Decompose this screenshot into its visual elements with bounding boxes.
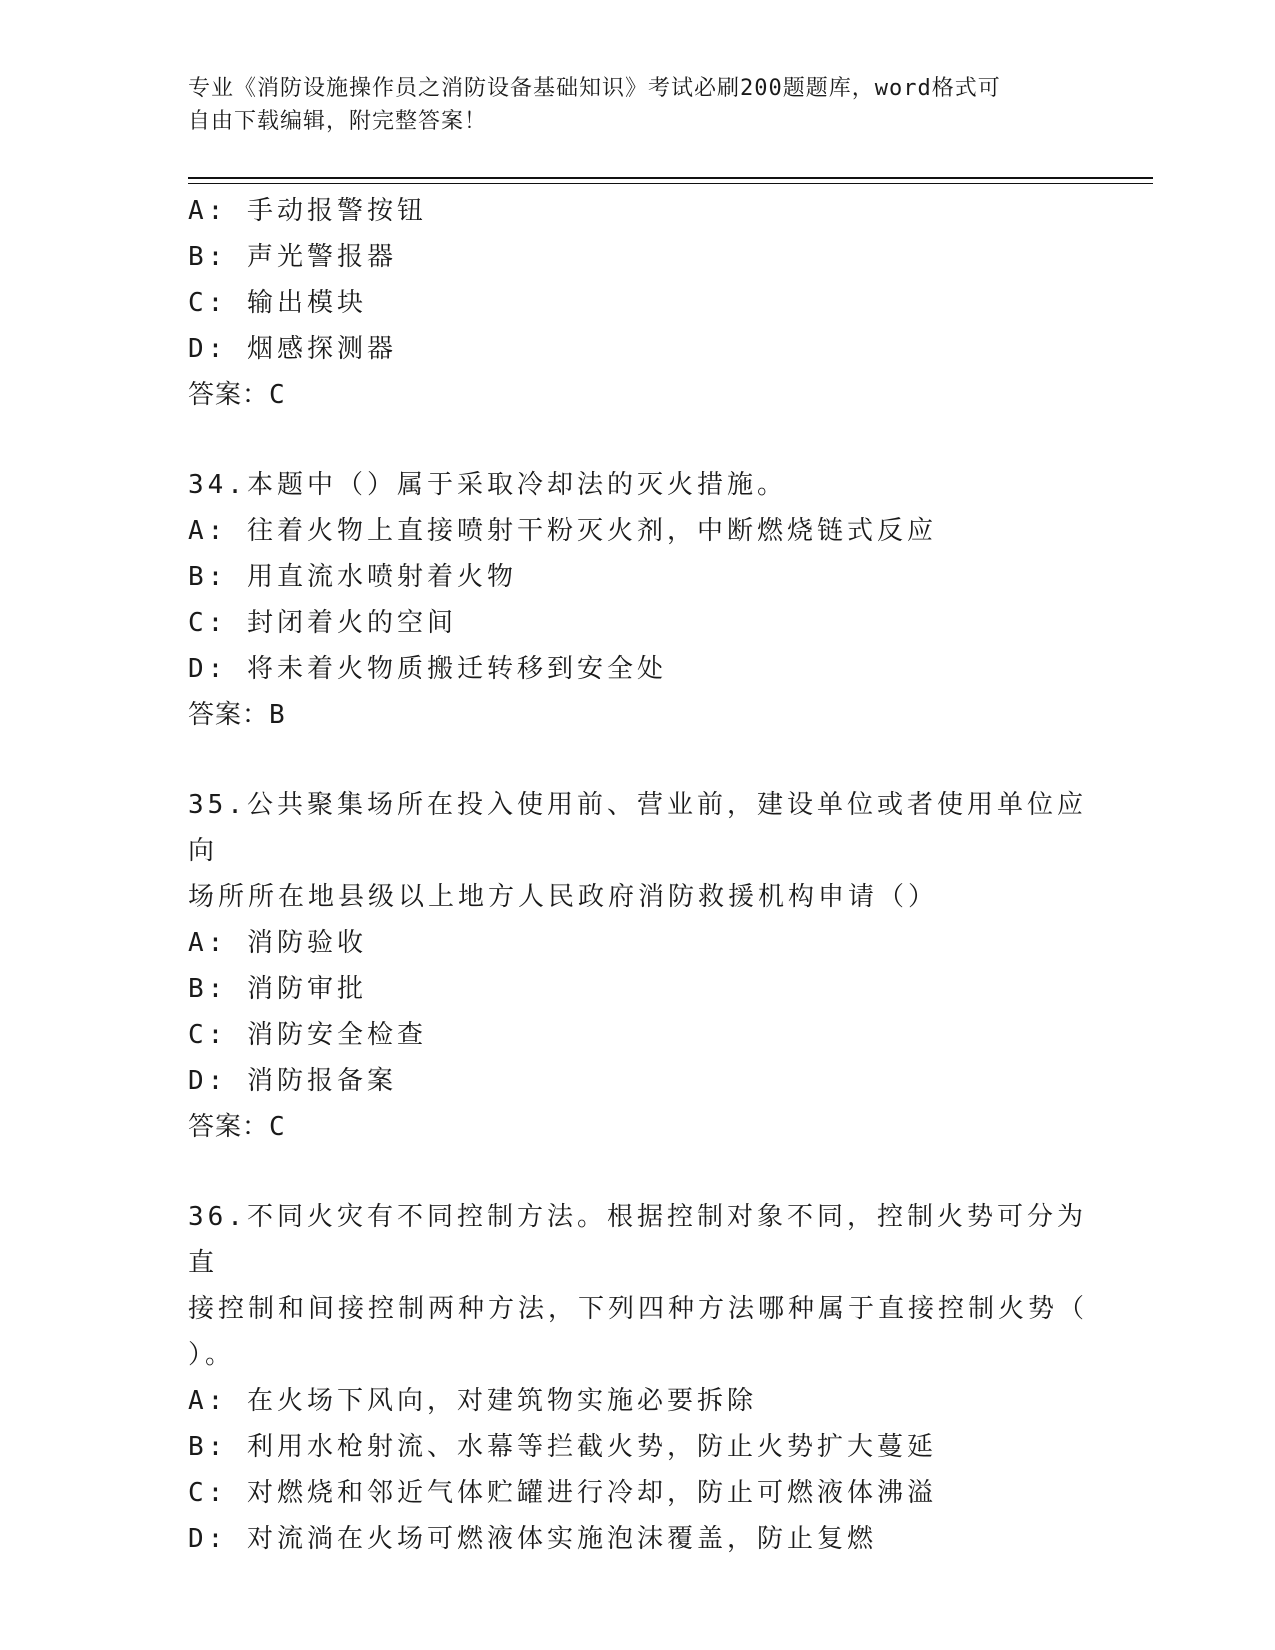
question-stem-line-1: 35.公共聚集场所在投入使用前、营业前，建设单位或者使用单位应向 bbox=[188, 790, 1087, 866]
option-b: B: 用直流水喷射着火物 bbox=[188, 562, 517, 592]
question-36 bbox=[188, 1194, 1088, 1562]
option-a: A: 消防验收 bbox=[188, 928, 367, 958]
question-stem-line-2: 接控制和间接控制两种方法，下列四种方法哪种属于直接控制火势（ bbox=[188, 1294, 1089, 1324]
question-stem-line-1: 36.不同火灾有不同控制方法。根据控制对象不同，控制火势可分为直 bbox=[188, 1202, 1087, 1278]
option-d: D: 对流淌在火场可燃液体实施泡沫覆盖，防止复燃 bbox=[188, 1524, 877, 1554]
question-33 bbox=[188, 188, 1088, 418]
question-stem-line-2: 场所所在地县级以上地方人民政府消防救援机构申请（） bbox=[188, 882, 939, 912]
header-line-1: 专业《消防设施操作员之消防设备基础知识》考试必刷200题题库，word格式可 bbox=[188, 76, 1001, 101]
header-line-2: 自由下载编辑，附完整答案！ bbox=[188, 109, 488, 134]
option-b: B: 声光警报器 bbox=[188, 242, 397, 272]
question-34 bbox=[188, 462, 1088, 738]
option-b: B: 消防审批 bbox=[188, 974, 367, 1004]
spacer bbox=[188, 1150, 1088, 1194]
answer: 答案：C bbox=[188, 1112, 286, 1142]
option-a: A: 往着火物上直接喷射干粉灭火剂，中断燃烧链式反应 bbox=[188, 516, 937, 546]
answer: 答案：C bbox=[188, 380, 286, 410]
option-d: D: 将未着火物质搬迁转移到安全处 bbox=[188, 654, 667, 684]
document-header bbox=[188, 72, 1068, 138]
spacer bbox=[188, 418, 1088, 462]
question-list bbox=[188, 188, 1088, 1562]
option-a: A: 手动报警按钮 bbox=[188, 196, 427, 226]
question-stem-line-3: ）。 bbox=[188, 1340, 236, 1370]
question-stem: 34.本题中（）属于采取冷却法的灭火措施。 bbox=[188, 470, 787, 500]
question-35 bbox=[188, 782, 1088, 1150]
header-rule-thin bbox=[188, 183, 1153, 184]
header-rule-thick bbox=[188, 177, 1153, 179]
option-b: B: 利用水枪射流、水幕等拦截火势，防止火势扩大蔓延 bbox=[188, 1432, 937, 1462]
option-d: D: 烟感探测器 bbox=[188, 334, 397, 364]
option-c: C: 消防安全检查 bbox=[188, 1020, 427, 1050]
answer: 答案：B bbox=[188, 700, 286, 730]
option-a: A: 在火场下风向，对建筑物实施必要拆除 bbox=[188, 1386, 757, 1416]
option-c: C: 输出模块 bbox=[188, 288, 367, 318]
option-d: D: 消防报备案 bbox=[188, 1066, 397, 1096]
option-c: C: 封闭着火的空间 bbox=[188, 608, 457, 638]
spacer bbox=[188, 738, 1088, 782]
option-c: C: 对燃烧和邻近气体贮罐进行冷却，防止可燃液体沸溢 bbox=[188, 1478, 937, 1508]
